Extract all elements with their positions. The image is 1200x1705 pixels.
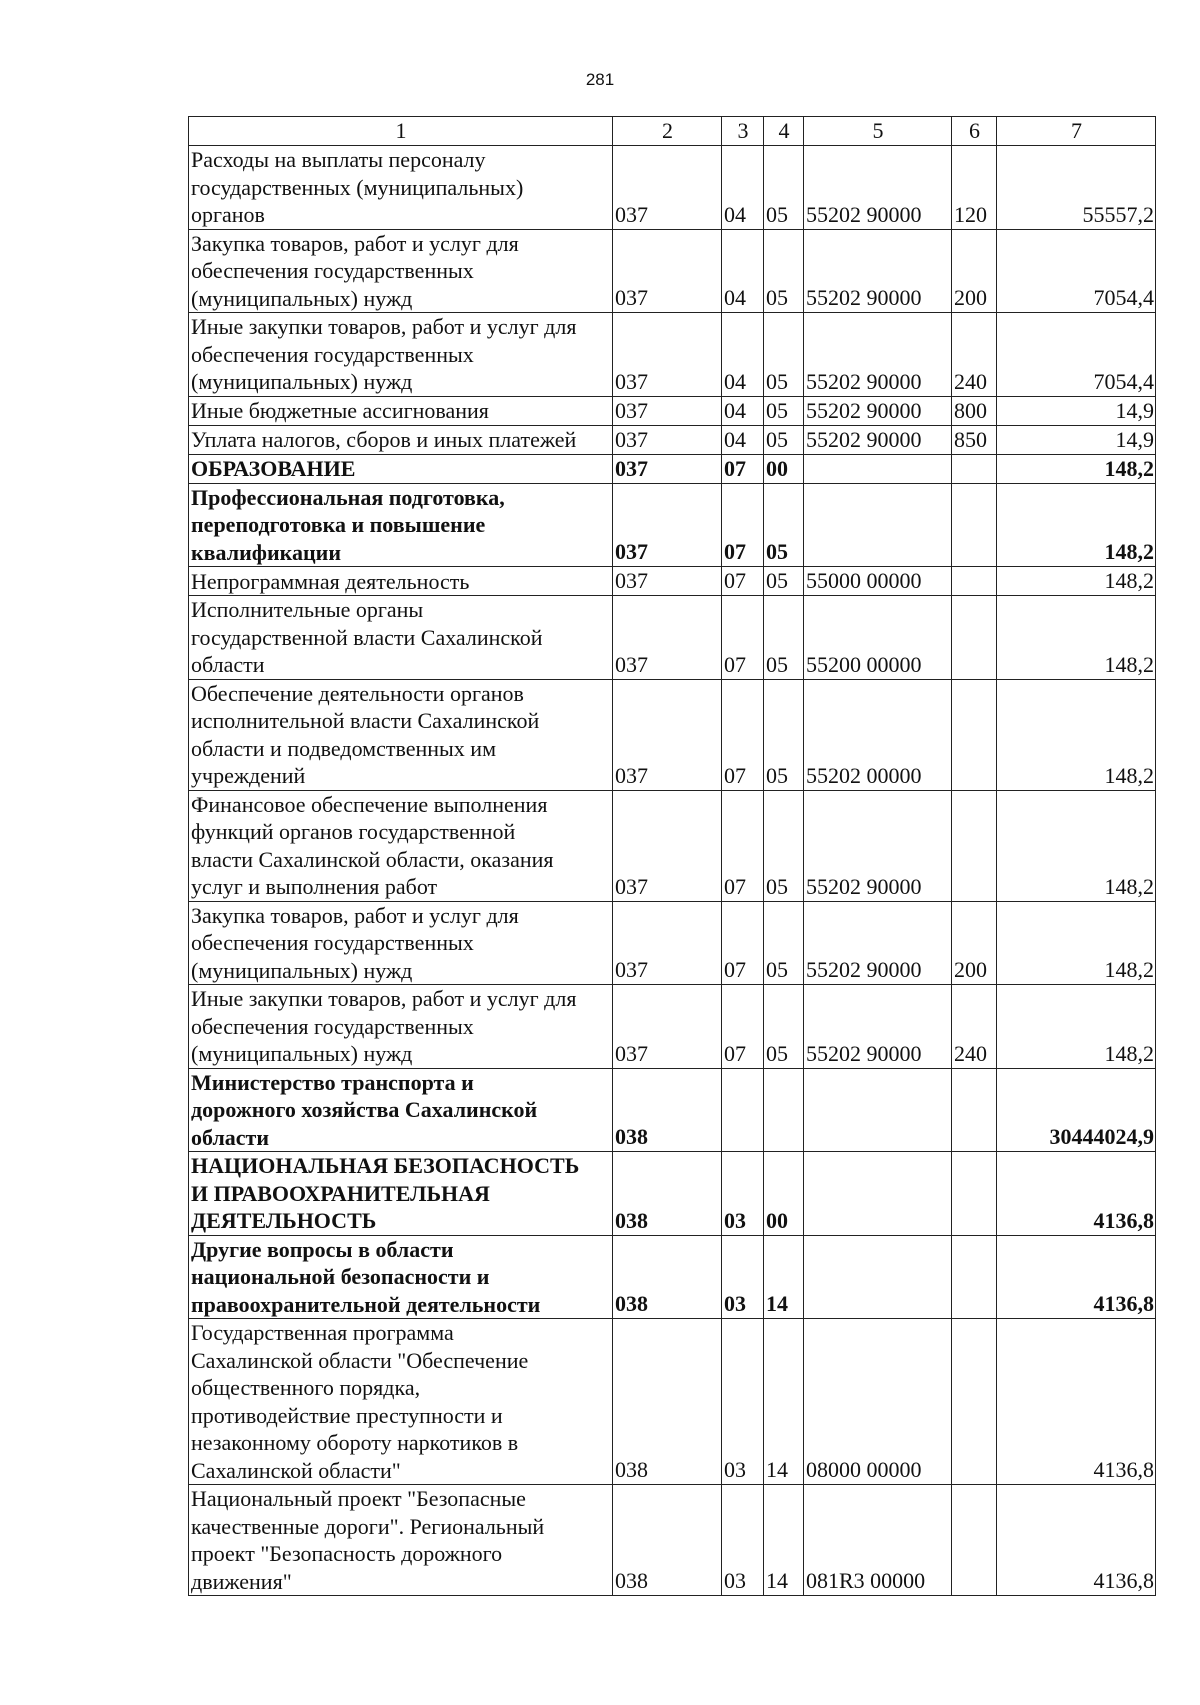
ministry-code-cell: 037 [613, 567, 722, 596]
subsection-cell: 05 [764, 146, 804, 230]
ministry-code-cell: 037 [613, 483, 722, 567]
table-row [189, 1319, 1156, 1485]
section-cell: 07 [722, 596, 764, 680]
section-cell: 04 [722, 229, 764, 313]
target-article-cell: 55202 90000 [804, 313, 952, 397]
header-cell: 1 [189, 117, 613, 146]
section-cell: 07 [722, 454, 764, 483]
amount-cell: 148,2 [997, 985, 1156, 1069]
row-name-cell [189, 1068, 613, 1152]
header-row [189, 117, 1156, 146]
table-row [189, 901, 1156, 985]
section-cell: 04 [722, 396, 764, 425]
section-cell: 03 [722, 1485, 764, 1596]
target-article-cell [804, 1152, 952, 1236]
row-name-line: Закупка товаров, работ и услуг для [191, 230, 519, 256]
subsection-cell: 14 [764, 1485, 804, 1596]
row-name-line: Обеспечение деятельности органов [191, 680, 524, 706]
subsection-cell: 14 [764, 1319, 804, 1485]
amount-cell: 14,9 [997, 396, 1156, 425]
amount-cell: 148,2 [997, 901, 1156, 985]
row-name-line: национальной безопасности и [191, 1264, 490, 1289]
subsection-cell [764, 1068, 804, 1152]
target-article-cell: 55000 00000 [804, 567, 952, 596]
target-article-cell: 55202 90000 [804, 425, 952, 454]
subsection-cell: 00 [764, 454, 804, 483]
amount-cell: 148,2 [997, 596, 1156, 680]
row-name-line: Расходы на выплаты персоналу [191, 147, 486, 172]
row-name-cell [189, 1152, 613, 1236]
subsection-cell: 05 [764, 483, 804, 567]
table-row [189, 567, 1156, 596]
row-name-line: обеспечения государственных [191, 341, 474, 367]
expense-type-cell [952, 679, 997, 790]
row-name-line: Закупка товаров, работ и услуг для [191, 902, 519, 928]
row-name-line: незаконному обороту наркотиков в [191, 1430, 519, 1455]
row-name-line: обеспечения государственных [191, 930, 474, 955]
section-cell: 03 [722, 1152, 764, 1236]
header-cell: 2 [613, 117, 722, 146]
amount-cell: 4136,8 [997, 1319, 1156, 1485]
section-cell: 03 [722, 1319, 764, 1485]
table-row [189, 1485, 1156, 1596]
target-article-cell [804, 454, 952, 483]
expense-type-cell [952, 1068, 997, 1152]
amount-cell: 30444024,9 [997, 1068, 1156, 1152]
row-name-line: государственной власти Сахалинской [191, 624, 543, 650]
row-name-line: Непрограммная деятельность [191, 568, 470, 594]
target-article-cell: 55202 90000 [804, 229, 952, 313]
row-name-cell [189, 901, 613, 985]
ministry-code-cell: 038 [613, 1152, 722, 1236]
target-article-cell: 55202 90000 [804, 146, 952, 230]
row-name-line: Иные закупки товаров, работ и услуг для [191, 314, 577, 339]
expense-type-cell [952, 454, 997, 483]
ministry-code-cell: 038 [613, 1068, 722, 1152]
amount-cell: 148,2 [997, 679, 1156, 790]
section-cell: 07 [722, 483, 764, 567]
row-name-line: Министерство транспорта и [191, 1069, 474, 1095]
subsection-cell: 05 [764, 901, 804, 985]
row-name-line: общественного порядка, [191, 1375, 421, 1400]
table-row [189, 1152, 1156, 1236]
row-name-line: функций органов государственной [191, 819, 516, 844]
row-name-line: дорожного хозяйства Сахалинской [191, 1097, 538, 1122]
expense-type-cell: 800 [952, 396, 997, 425]
section-cell: 07 [722, 567, 764, 596]
ministry-code-cell: 037 [613, 313, 722, 397]
expense-type-cell: 240 [952, 985, 997, 1069]
row-name-cell [189, 1319, 613, 1485]
header-cell: 5 [804, 117, 952, 146]
target-article-cell: 081R3 00000 [804, 1485, 952, 1596]
section-cell: 07 [722, 790, 764, 901]
subsection-cell: 05 [764, 985, 804, 1069]
row-name-cell [189, 425, 613, 454]
header-cell: 7 [997, 117, 1156, 146]
row-name-cell [189, 985, 613, 1069]
header-cell: 3 [722, 117, 764, 146]
section-cell: 07 [722, 679, 764, 790]
row-name-line: И ПРАВООХРАНИТЕЛЬНАЯ [191, 1180, 490, 1206]
section-cell [722, 1068, 764, 1152]
ministry-code-cell: 037 [613, 901, 722, 985]
header-cell: 4 [764, 117, 804, 146]
subsection-cell: 00 [764, 1152, 804, 1236]
row-name-line: обеспечения государственных [191, 258, 474, 283]
row-name-line: области и подведомственных им [191, 735, 497, 761]
row-name-line: органов [191, 202, 265, 227]
row-name-line: Другие вопросы в области [191, 1236, 454, 1262]
row-name-cell [189, 146, 613, 230]
table-row [189, 679, 1156, 790]
row-name-line: квалификации [191, 539, 342, 565]
expense-type-cell [952, 596, 997, 680]
row-name-line: власти Сахалинской области, оказания [191, 846, 554, 872]
expense-type-cell [952, 790, 997, 901]
table-row [189, 1235, 1156, 1319]
row-name-line: качественные дороги". Региональный [191, 1513, 545, 1539]
ministry-code-cell: 038 [613, 1485, 722, 1596]
amount-cell: 4136,8 [997, 1152, 1156, 1236]
expense-type-cell [952, 567, 997, 596]
row-name-line: Иные бюджетные ассигнования [191, 398, 489, 423]
amount-cell: 7054,4 [997, 313, 1156, 397]
row-name-line: Уплата налогов, сборов и иных платежей [191, 427, 577, 452]
row-name-cell [189, 454, 613, 483]
row-name-line: Государственная программа [191, 1320, 454, 1345]
amount-cell: 7054,4 [997, 229, 1156, 313]
row-name-line: Национальный проект "Безопасные [191, 1486, 526, 1511]
table-row [189, 790, 1156, 901]
expense-type-cell: 200 [952, 901, 997, 985]
ministry-code-cell: 038 [613, 1319, 722, 1485]
section-cell: 07 [722, 901, 764, 985]
target-article-cell: 55202 90000 [804, 790, 952, 901]
ministry-code-cell: 037 [613, 679, 722, 790]
expense-type-cell [952, 1152, 997, 1236]
budget-table [188, 116, 1156, 1596]
row-name-line: государственных (муниципальных) [191, 174, 524, 200]
row-name-cell [189, 1485, 613, 1596]
row-name-cell [189, 567, 613, 596]
row-name-line: Сахалинской области "Обеспечение [191, 1347, 529, 1373]
expense-type-cell: 850 [952, 425, 997, 454]
row-name-line: услуг и выполнения работ [191, 874, 438, 899]
row-name-line: Профессиональная подготовка, [191, 484, 505, 510]
subsection-cell: 05 [764, 567, 804, 596]
expense-type-cell [952, 1235, 997, 1319]
subsection-cell: 05 [764, 679, 804, 790]
section-cell: 04 [722, 146, 764, 230]
expense-type-cell: 240 [952, 313, 997, 397]
row-name-cell [189, 229, 613, 313]
ministry-code-cell: 037 [613, 425, 722, 454]
row-name-line: (муниципальных) нужд [191, 285, 413, 311]
section-cell: 04 [722, 313, 764, 397]
target-article-cell: 55202 90000 [804, 396, 952, 425]
ministry-code-cell: 037 [613, 396, 722, 425]
row-name-line: проект "Безопасность дорожного [191, 1541, 503, 1566]
subsection-cell: 05 [764, 313, 804, 397]
row-name-line: учреждений [191, 763, 306, 788]
row-name-line: (муниципальных) нужд [191, 1041, 413, 1066]
table-row [189, 313, 1156, 397]
subsection-cell: 05 [764, 229, 804, 313]
row-name-line: (муниципальных) нужд [191, 369, 413, 394]
table-row [189, 1068, 1156, 1152]
table-row [189, 425, 1156, 454]
subsection-cell: 05 [764, 790, 804, 901]
amount-cell: 55557,2 [997, 146, 1156, 230]
page-number: 281 [585, 70, 615, 89]
row-name-cell [189, 679, 613, 790]
row-name-line: НАЦИОНАЛЬНАЯ БЕЗОПАСНОСТЬ [191, 1153, 580, 1178]
target-article-cell [804, 483, 952, 567]
header-cell: 6 [952, 117, 997, 146]
expense-type-cell [952, 1485, 997, 1596]
subsection-cell: 05 [764, 596, 804, 680]
subsection-cell: 05 [764, 396, 804, 425]
expense-type-cell [952, 483, 997, 567]
row-name-line: ОБРАЗОВАНИЕ [191, 456, 356, 481]
table-row [189, 596, 1156, 680]
target-article-cell [804, 1068, 952, 1152]
row-name-line: переподготовка и повышение [191, 512, 486, 537]
row-name-line: Финансовое обеспечение выполнения [191, 791, 548, 817]
expense-type-cell [952, 1319, 997, 1485]
subsection-cell: 05 [764, 425, 804, 454]
target-article-cell: 55202 00000 [804, 679, 952, 790]
target-article-cell: 55202 90000 [804, 985, 952, 1069]
expense-type-cell: 200 [952, 229, 997, 313]
row-name-line: Иные закупки товаров, работ и услуг для [191, 986, 577, 1011]
row-name-cell [189, 790, 613, 901]
section-cell: 03 [722, 1235, 764, 1319]
target-article-cell: 55200 00000 [804, 596, 952, 680]
row-name-line: области [191, 1124, 270, 1150]
row-name-line: правоохранительной деятельности [191, 1291, 541, 1317]
ministry-code-cell: 037 [613, 985, 722, 1069]
target-article-cell: 08000 00000 [804, 1319, 952, 1485]
table-row [189, 985, 1156, 1069]
row-name-line: обеспечения государственных [191, 1013, 474, 1039]
ministry-code-cell: 037 [613, 454, 722, 483]
target-article-cell: 55202 90000 [804, 901, 952, 985]
row-name-cell [189, 313, 613, 397]
table-row [189, 146, 1156, 230]
ministry-code-cell: 037 [613, 596, 722, 680]
ministry-code-cell: 038 [613, 1235, 722, 1319]
section-cell: 04 [722, 425, 764, 454]
subsection-cell: 14 [764, 1235, 804, 1319]
amount-cell: 4136,8 [997, 1235, 1156, 1319]
amount-cell: 148,2 [997, 567, 1156, 596]
section-cell: 07 [722, 985, 764, 1069]
row-name-line: области [191, 652, 265, 677]
row-name-cell [189, 1235, 613, 1319]
table-row [189, 483, 1156, 567]
row-name-cell [189, 396, 613, 425]
amount-cell: 148,2 [997, 790, 1156, 901]
expense-type-cell: 120 [952, 146, 997, 230]
table-row [189, 229, 1156, 313]
amount-cell: 148,2 [997, 454, 1156, 483]
amount-cell: 148,2 [997, 483, 1156, 567]
row-name-line: противодействие преступности и [191, 1402, 503, 1428]
table-row [189, 454, 1156, 483]
ministry-code-cell: 037 [613, 790, 722, 901]
ministry-code-cell: 037 [613, 146, 722, 230]
row-name-cell [189, 596, 613, 680]
row-name-line: (муниципальных) нужд [191, 957, 413, 983]
ministry-code-cell: 037 [613, 229, 722, 313]
target-article-cell [804, 1235, 952, 1319]
row-name-line: ДЕЯТЕЛЬНОСТЬ [191, 1208, 377, 1233]
row-name-cell [189, 483, 613, 567]
table-row [189, 396, 1156, 425]
row-name-line: исполнительной власти Сахалинской [191, 708, 540, 733]
row-name-line: Сахалинской области" [191, 1457, 401, 1483]
amount-cell: 14,9 [997, 425, 1156, 454]
row-name-line: Исполнительные органы [191, 597, 424, 622]
amount-cell: 4136,8 [997, 1485, 1156, 1596]
row-name-line: движения" [191, 1568, 292, 1594]
